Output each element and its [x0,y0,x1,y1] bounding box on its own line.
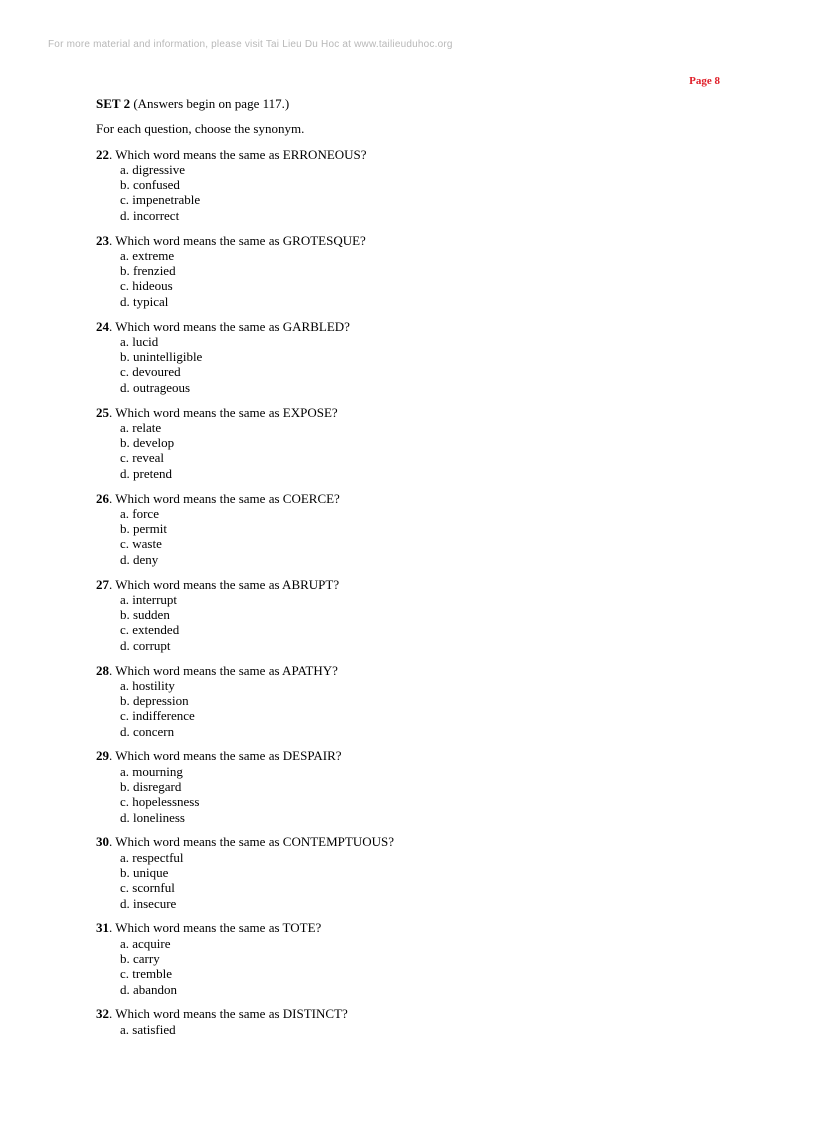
question-line [96,1006,736,1021]
question-prompt: Which word means the same as DESPAIR? [115,748,342,764]
answer-option: a. acquire [120,935,171,951]
question-number: 32 [96,1006,109,1022]
question-prompt: Which word means the same as DISTINCT? [115,1006,348,1022]
question-number: 25 [96,404,109,420]
answer-option: d. corrupt [120,637,171,653]
set-heading [96,96,736,111]
question-item [96,405,736,481]
answer-option: a. force [120,505,159,521]
answer-option: a. extreme [120,247,175,263]
set-label: SET 2 [96,96,131,111]
question-line [96,577,736,592]
question-list [96,147,736,1037]
question-item [96,1006,736,1037]
answer-option: a. digressive [120,161,185,177]
answer-options [96,764,736,825]
answer-option: b. confused [120,177,180,193]
answer-option: c. scornful [120,880,175,896]
answer-options [96,420,736,481]
question-line [96,319,736,334]
answer-option: b. frenzied [120,263,176,279]
answer-option: c. indifference [120,708,195,724]
answer-option: a. lucid [120,333,159,349]
question-prompt: Which word means the same as CONTEMPTUOUS? [115,834,394,850]
question-line [96,834,736,849]
question-number: 24 [96,318,109,334]
question-number-separator: . [109,404,116,420]
question-number-separator: . [109,1006,116,1022]
answer-option: a. mourning [120,763,183,779]
question-prompt: Which word means the same as APATHY? [115,662,338,678]
question-item [96,748,736,824]
answer-options [96,506,736,567]
question-item [96,233,736,309]
question-number: 30 [96,834,109,850]
answer-option: c. waste [120,536,162,552]
answer-option: d. concern [120,723,175,739]
instructions: For each question, choose the synonym. [96,121,305,137]
question-line [96,920,736,935]
page-number: Page 8 [689,75,720,87]
answer-option: c. extended [120,622,180,638]
answer-option: a. satisfied [120,1021,176,1037]
question-prompt: Which word means the same as COERCE? [115,490,340,506]
watermark-text: For more material and information, please visit Tai Lieu Du Hoc at www.tailieuduhoc.org [48,39,453,50]
answer-options [96,936,736,997]
document-body [96,96,736,1047]
question-number-separator: . [109,318,116,334]
answer-option: d. typical [120,293,169,309]
answer-option: d. deny [120,551,159,567]
answer-option: d. insecure [120,895,177,911]
question-line [96,663,736,678]
answer-option: a. respectful [120,849,184,865]
question-number: 23 [96,232,109,248]
question-prompt: Which word means the same as EXPOSE? [115,404,338,420]
question-item [96,663,736,739]
question-number: 27 [96,576,109,592]
question-number: 28 [96,662,109,678]
answer-option: c. reveal [120,450,165,466]
answer-option: a. interrupt [120,591,178,607]
question-number: 22 [96,146,109,162]
question-item [96,319,736,395]
answer-option: b. sudden [120,607,170,623]
answer-option: d. outrageous [120,379,191,395]
answer-options [96,678,736,739]
answer-options [96,1022,736,1037]
question-prompt: Which word means the same as TOTE? [115,920,322,936]
answer-option: b. unintelligible [120,349,203,365]
question-item [96,491,736,567]
answer-option: d. incorrect [120,207,180,223]
answer-option: c. tremble [120,966,172,982]
answer-options [96,592,736,653]
question-item [96,147,736,223]
answer-option: b. carry [120,951,160,967]
answer-options [96,334,736,395]
question-item [96,577,736,653]
question-line [96,147,736,162]
question-number-separator: . [109,662,116,678]
answer-option: d. abandon [120,981,178,997]
question-item [96,834,736,910]
answer-option: c. devoured [120,364,181,380]
question-number-separator: . [109,748,116,764]
question-line [96,405,736,420]
answer-option: a. relate [120,419,162,435]
question-prompt: Which word means the same as ERRONEOUS? [115,146,367,162]
answer-option: a. hostility [120,677,175,693]
question-prompt: Which word means the same as GROTESQUE? [115,232,366,248]
answer-option: c. hopelessness [120,794,200,810]
question-item [96,920,736,996]
question-number-separator: . [109,490,116,506]
question-line [96,748,736,763]
answer-options [96,162,736,223]
question-number-separator: . [109,834,116,850]
answer-option: b. permit [120,521,167,537]
answer-option: b. unique [120,865,169,881]
answer-options [96,850,736,911]
answer-option: b. develop [120,435,175,451]
set-note: (Answers begin on page 117.) [133,96,290,111]
question-prompt: Which word means the same as GARBLED? [115,318,350,334]
question-number-separator: . [109,576,116,592]
answer-option: d. pretend [120,465,172,481]
question-number-separator: . [109,920,116,936]
answer-options [96,248,736,309]
answer-option: c. hideous [120,278,173,294]
question-line [96,491,736,506]
answer-option: d. loneliness [120,809,185,825]
question-number-separator: . [109,146,116,162]
answer-option: b. depression [120,693,189,709]
question-number: 29 [96,748,109,764]
answer-option: b. disregard [120,779,182,795]
question-number-separator: . [109,232,116,248]
question-prompt: Which word means the same as ABRUPT? [115,576,340,592]
question-number: 31 [96,920,109,936]
question-line [96,233,736,248]
question-number: 26 [96,490,109,506]
answer-option: c. impenetrable [120,192,201,208]
